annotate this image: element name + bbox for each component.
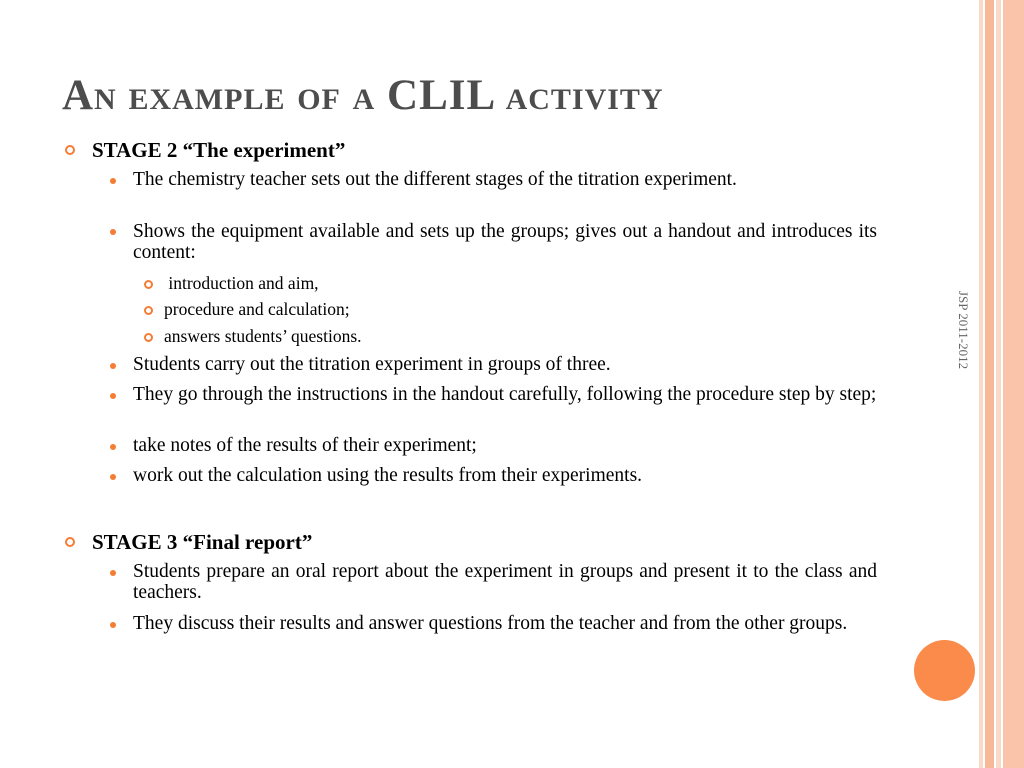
list-item: The chemistry teacher sets out the different stages of the titration experiment.: [133, 169, 737, 190]
list-item: Students carry out the titration experiment in groups of three.: [133, 354, 611, 375]
bullet-dot-icon: [110, 178, 116, 184]
list-item: take notes of the results of their experiment;: [133, 435, 477, 456]
list-item: work out the calculation using the results from their experiments.: [133, 465, 643, 486]
sub-list-item: procedure and calculation;: [164, 299, 350, 319]
bullet-dot-icon: [110, 393, 116, 399]
list-item: They go through the instructions in the handout carefully, following the procedure step by step;: [133, 384, 877, 405]
bullet-dot-icon: [110, 229, 116, 235]
slide-title: An example of a CLIL activity: [62, 72, 664, 119]
bullet-dot-icon: [110, 363, 116, 369]
bullet-dot-icon: [110, 444, 116, 450]
list-item: Students prepare an oral report about the experiment in groups and present it to the class and teachers.: [133, 561, 877, 603]
sub-list-item: introduction and aim,: [164, 273, 319, 293]
bullet-dot-icon: [110, 570, 116, 576]
bullet-dot-icon: [110, 622, 116, 628]
bullet-dot-icon: [110, 474, 116, 480]
bullet-circle-icon: [144, 306, 153, 315]
bullet-circle-icon: [144, 333, 153, 342]
bullet-circle-icon: [65, 537, 75, 547]
side-label: JSP 2011-2012: [956, 290, 971, 370]
stage3-heading: STAGE 3 “Final report”: [92, 530, 313, 554]
sub-list-item: answers students’ questions.: [164, 326, 362, 346]
stage2-heading: STAGE 2 “The experiment”: [92, 138, 346, 162]
bullet-circle-icon: [144, 280, 153, 289]
list-item: They discuss their results and answer questions from the teacher and from the other groups.: [133, 613, 848, 634]
bullet-circle-icon: [65, 145, 75, 155]
list-item: Shows the equipment available and sets up the groups; gives out a handout and introduces its content:: [133, 221, 877, 263]
